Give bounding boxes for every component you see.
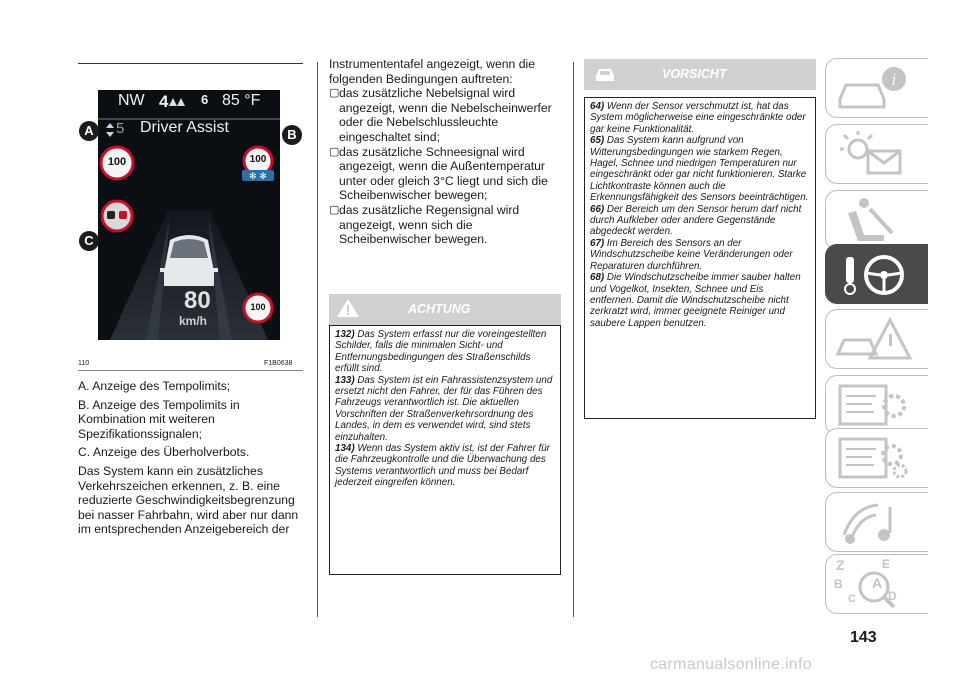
vorsicht-item: 64) Wenn der Sensor verschmutzt ist, hat das System möglicherweise eine eingeschränkte oder gar keine Funktionalität. bbox=[590, 101, 806, 135]
callout-b-label: B bbox=[287, 127, 297, 142]
achtung-box bbox=[329, 325, 561, 575]
bullet-rain: ▢ das zusätzliche Regensignal wird angezeigt, wenn sich die Scheibenwischer bewegen. bbox=[329, 202, 520, 247]
temperature-readout: 85 °F bbox=[222, 92, 261, 109]
column-divider-1 bbox=[317, 62, 318, 617]
callout-c-label: C bbox=[84, 233, 94, 248]
speed-unit: km/h bbox=[179, 314, 208, 328]
sign-bottom-value: 100 bbox=[250, 302, 266, 312]
tab-multimedia[interactable] bbox=[825, 492, 928, 552]
vorsicht-item: 67) Im Bereich des Sensors an der Windschutzscheibe keine Veränderungen oder Reparaturen durchführen. bbox=[590, 237, 793, 272]
warning-lights-icon bbox=[834, 129, 914, 181]
figure-code: F1B0638 bbox=[264, 360, 293, 367]
key-steering-wheel-icon bbox=[834, 249, 914, 301]
square-bullet-icon: ▢ bbox=[329, 87, 340, 100]
index-letter: D bbox=[888, 589, 897, 603]
tab-maintenance[interactable] bbox=[825, 375, 928, 435]
technical-data-icon bbox=[834, 433, 914, 485]
square-bullet-icon: ▢ bbox=[329, 203, 340, 216]
tab-emergency[interactable] bbox=[825, 309, 928, 369]
tab-warning-lights[interactable] bbox=[825, 124, 928, 184]
car-info-icon bbox=[834, 63, 914, 115]
car-caution-icon bbox=[592, 62, 618, 84]
index-letter: E bbox=[882, 557, 891, 571]
caption-rule bbox=[78, 370, 303, 371]
tab-car-info[interactable] bbox=[825, 58, 928, 118]
legend-c: C. Anzeige des Überholverbots. bbox=[78, 445, 250, 460]
achtung-item: 132) Das System erfasst nur die voreingestellten Schilder, falls die minimalen Sicht- und Entfernungsbedingungen des Straßenschilds erfüllt sind. bbox=[335, 329, 547, 375]
achtung-item: 134) Wenn das System aktiv ist, ist der Fahrer für die Fahrzeugkontrolle und die Überwachung des Systems verantwortlich und muss bei Bedarf jederzeit eingreifen können. bbox=[335, 443, 550, 489]
assist-title: Driver Assist bbox=[140, 119, 229, 136]
speed-readout: 80 bbox=[184, 287, 211, 314]
seat-safety-icon bbox=[834, 195, 914, 247]
achtung-item: 133) Das System ist ein Fahrassistenzsystem und ersetzt nicht den Fahrer, der für das Führen des Fahrzeugs verantwortlich ist. Die aktuellen Vorschriften der Straßenverkehrsordnung des Landes, in dem es verwendet wird, sind stets einzuhalten. bbox=[335, 374, 553, 443]
col1-body bbox=[78, 379, 310, 541]
legend-b: B. Anzeige des Tempolimits in Kombination mit weiteren Spezifikationssignalen; bbox=[78, 397, 240, 441]
emergency-triangle-icon bbox=[834, 314, 914, 366]
svg-text:✻ ✻: ✻ ✻ bbox=[249, 172, 267, 182]
svg-text:i: i bbox=[891, 71, 897, 89]
vorsicht-title: VORSICHT bbox=[662, 67, 727, 81]
tab-technical-data[interactable] bbox=[825, 428, 928, 488]
index-letter: Z bbox=[836, 557, 845, 573]
watermark: carmanualsonline.info bbox=[650, 656, 812, 673]
body-paragraph: Das System kann ein zusätzliches Verkehrszeichen erkennen, z. B. eine reduzierte Geschwindigkeitsbegrenzung bei nasser Fahrbahn, wird aber nur dann im entsprechenden Anzeigebereich der bbox=[78, 463, 299, 537]
sign-b-value: 100 bbox=[249, 154, 267, 165]
legend-a: A. Anzeige des Tempolimits; bbox=[78, 379, 231, 393]
bullet-fog: ▢ das zusätzliche Nebelsignal wird angezeigt, wenn die Nebelscheinwerfer oder die Nebelschlussleuchte eingeschaltet sind; bbox=[329, 86, 552, 144]
callout-a-label: A bbox=[84, 123, 94, 138]
vorsicht-item: 68) Die Windschutzscheibe immer sauber halten und Vogelkot, Insekten, Schnee und Eis entfernen. Damit die Windschutzscheibe nicht zerkratzt wird, immer geeignete Reiniger und saubere Lappen benutzen. bbox=[590, 272, 801, 329]
index-letter: A bbox=[872, 575, 883, 591]
column-divider-2 bbox=[573, 62, 574, 617]
figure-number: 110 bbox=[78, 360, 90, 367]
heading-readout: NW bbox=[118, 92, 145, 109]
page-number: 143 bbox=[850, 629, 877, 646]
maintenance-gears-icon bbox=[834, 380, 914, 432]
index-letter: C bbox=[848, 593, 856, 605]
vorsicht-item: 66) Der Bereich um den Sensor herum darf nicht durch Aufkleber oder andere Gegenstände abgedeckt werden. bbox=[590, 203, 802, 238]
warning-triangle-icon bbox=[336, 297, 360, 319]
bullet-snow: ▢ das zusätzliche Schneesignal wird angezeigt, wenn die Außentemperatur unter oder gleich 3°C liegt und sich die Scheibenwischer bewegen; bbox=[329, 144, 548, 203]
square-bullet-icon: ▢ bbox=[329, 145, 340, 158]
no-overtaking-sign bbox=[102, 201, 132, 231]
lane-superscript: 6 bbox=[201, 92, 209, 107]
achtung-title: ACHTUNG bbox=[408, 302, 471, 316]
sign-a-value: 100 bbox=[107, 156, 127, 168]
tab-seat-safety[interactable] bbox=[825, 190, 928, 250]
lane-count: 4 bbox=[159, 92, 169, 111]
vorsicht-box bbox=[584, 97, 816, 419]
index-letter: B bbox=[834, 577, 843, 591]
col2-body bbox=[329, 57, 561, 247]
assist-count: 5 bbox=[116, 120, 125, 137]
multimedia-icon bbox=[834, 497, 914, 549]
top-rule-col1 bbox=[78, 63, 303, 64]
tab-index[interactable] bbox=[825, 554, 928, 614]
vorsicht-item: 65) Das System kann aufgrund von Witterungsbedingungen wie starkem Regen, Hagel, Schnee und niedrigen Temperaturen nur eingeschränkt oder gar nicht funktionieren. Starke Lichtkontraste können auch die Erkennungsfähigkeit des Sensors beeinträchtigen. bbox=[590, 135, 809, 204]
intro-paragraph: Instrumententafel angezeigt, wenn die folgenden Bedingungen auftreten: bbox=[329, 57, 535, 86]
instrument-cluster-figure bbox=[98, 90, 280, 340]
tab-key-steering[interactable] bbox=[825, 244, 928, 304]
